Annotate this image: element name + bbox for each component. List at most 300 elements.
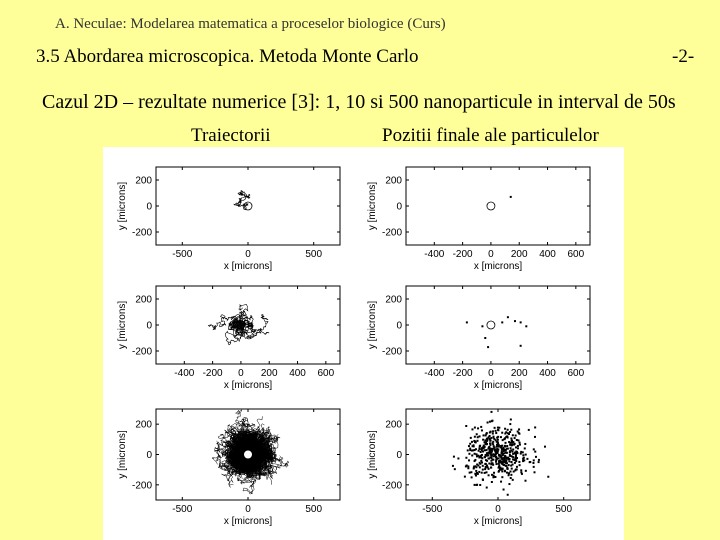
- particle-point: [479, 456, 481, 458]
- particle-point: [525, 470, 527, 472]
- particle-point: [482, 434, 484, 436]
- particle-point: [505, 450, 507, 452]
- x-tick-label: -200: [452, 249, 473, 260]
- panel-traj-10: [117, 286, 340, 391]
- particle-point: [481, 325, 483, 327]
- particle-point: [489, 440, 491, 442]
- particle-point: [487, 422, 489, 424]
- y-tick-label: -200: [381, 346, 402, 358]
- x-tick-label: 0: [238, 368, 244, 379]
- particle-point: [493, 447, 495, 449]
- particle-point: [506, 452, 508, 454]
- x-tick-label: 400: [289, 368, 306, 379]
- y-tick-label: 200: [385, 175, 402, 187]
- y-axis-label: y [microns]: [117, 300, 128, 350]
- particle-point: [502, 468, 504, 470]
- simulation-figure: [103, 147, 624, 540]
- particle-point: [474, 436, 476, 438]
- particle-point: [488, 474, 490, 476]
- particle-point: [498, 445, 500, 447]
- particle-point: [498, 457, 500, 459]
- particle-point: [504, 470, 506, 472]
- particle-point: [484, 456, 486, 458]
- x-tick-label: -400: [424, 249, 445, 260]
- particle-point: [481, 429, 483, 431]
- particle-point: [480, 460, 482, 462]
- particle-point: [493, 472, 495, 474]
- particle-point: [524, 447, 526, 449]
- particle-point: [507, 316, 509, 318]
- particle-point: [487, 455, 489, 457]
- particle-point: [454, 468, 456, 470]
- particle-point: [465, 457, 467, 459]
- x-tick-label: 500: [305, 249, 323, 260]
- particle-point: [485, 459, 487, 461]
- y-tick-label: 0: [146, 450, 152, 461]
- particle-point: [486, 438, 488, 440]
- y-axis-label: y [microns]: [117, 430, 128, 479]
- x-axis-label: x [microns]: [473, 261, 523, 272]
- particle-point: [488, 446, 490, 448]
- particle-point: [509, 423, 511, 425]
- particle-point: [507, 436, 509, 438]
- x-tick-label: 0: [495, 504, 501, 515]
- particle-point: [489, 456, 491, 458]
- particle-point: [516, 466, 518, 468]
- particle-point: [514, 320, 516, 322]
- particle-point: [506, 472, 508, 474]
- particle-point: [486, 464, 488, 466]
- particle-point: [508, 472, 510, 474]
- particle-point: [465, 465, 467, 467]
- page-number: -2-: [672, 46, 695, 67]
- particle-point: [511, 461, 513, 463]
- particle-point: [513, 459, 515, 461]
- particle-point: [502, 439, 504, 441]
- particle-point: [538, 461, 540, 463]
- particle-point: [486, 452, 488, 454]
- x-tick-label: 200: [510, 368, 528, 379]
- x-tick-label: 0: [245, 504, 251, 515]
- particle-point: [492, 436, 494, 438]
- particle-point: [508, 483, 510, 485]
- particle-point: [500, 436, 502, 438]
- particle-point: [481, 457, 483, 459]
- particle-point: [511, 468, 513, 470]
- particle-point: [505, 465, 507, 467]
- particle-point: [482, 469, 484, 471]
- particle-point: [485, 449, 487, 451]
- x-tick-label: -500: [172, 249, 193, 260]
- particle-point: [503, 489, 505, 491]
- particle-point: [479, 445, 481, 447]
- particle-point: [480, 451, 482, 453]
- particle-point: [503, 464, 505, 466]
- y-tick-label: 0: [146, 320, 152, 332]
- panel-final-500: [367, 409, 590, 527]
- particle-point: [486, 432, 488, 434]
- particle-point: [484, 472, 486, 474]
- particle-point: [492, 443, 494, 445]
- particle-point: [515, 446, 517, 448]
- particle-point: [494, 427, 496, 429]
- y-tick-label: -200: [131, 346, 152, 358]
- plot-area: [452, 411, 549, 496]
- x-axis-label: x [microns]: [473, 380, 523, 391]
- particle-point: [468, 445, 470, 447]
- particle-point: [522, 451, 524, 453]
- particle-point: [520, 321, 522, 323]
- particle-point: [464, 476, 466, 478]
- particle-point: [508, 460, 510, 462]
- particle-point: [457, 457, 459, 459]
- particle-point: [515, 468, 517, 470]
- x-tick-label: -200: [202, 368, 223, 379]
- y-tick-label: 0: [396, 320, 402, 332]
- particle-point: [477, 436, 479, 438]
- plot-area: [212, 410, 289, 494]
- y-tick-label: 200: [135, 175, 152, 187]
- particle-point: [504, 428, 506, 430]
- particle-point: [507, 429, 509, 431]
- particle-point: [481, 472, 483, 474]
- particle-point: [476, 484, 478, 486]
- plot-area: [234, 191, 252, 211]
- column-title-trajectories: Traiectorii: [191, 125, 271, 146]
- y-tick-label: -200: [131, 227, 152, 239]
- particle-point: [507, 458, 509, 460]
- particle-point: [475, 466, 477, 468]
- plot-area: [466, 316, 527, 348]
- particle-point: [470, 471, 472, 473]
- particle-point: [538, 459, 540, 461]
- particle-point: [526, 458, 528, 460]
- particle-point: [504, 446, 506, 448]
- x-tick-label: 400: [539, 368, 556, 379]
- particle-point: [520, 345, 522, 347]
- particle-point: [495, 430, 497, 432]
- particle-point: [474, 453, 476, 455]
- panel-final-1: [367, 167, 590, 272]
- x-tick-label: -400: [424, 368, 445, 379]
- particle-point: [505, 460, 507, 462]
- particle-point: [486, 487, 488, 489]
- particle-point: [534, 451, 536, 453]
- particle-point: [521, 473, 523, 475]
- particle-point: [468, 459, 470, 461]
- particle-point: [491, 481, 493, 483]
- particle-point: [510, 447, 512, 449]
- plot-area: [487, 196, 512, 210]
- particle-point: [515, 435, 517, 437]
- particle-point: [452, 465, 454, 467]
- particle-point: [524, 443, 526, 445]
- particle-point: [517, 447, 519, 449]
- particle-point: [512, 479, 514, 481]
- particle-point: [501, 445, 503, 447]
- trajectory: [234, 191, 250, 210]
- origin-marker: [487, 321, 495, 329]
- origin-marker: [245, 451, 252, 458]
- particle-point: [487, 346, 489, 348]
- particle-point: [491, 474, 493, 476]
- section-title: 3.5 Abordarea microscopica. Metoda Monte Carlo: [36, 46, 419, 67]
- x-tick-label: 0: [488, 368, 494, 379]
- particle-point: [476, 472, 478, 474]
- particle-point: [471, 441, 473, 443]
- x-tick-label: 0: [488, 249, 494, 260]
- particle-point: [512, 441, 514, 443]
- particle-point: [484, 443, 486, 445]
- particle-point: [533, 466, 535, 468]
- particle-point: [533, 459, 535, 461]
- particle-point: [514, 437, 516, 439]
- particle-point: [466, 321, 468, 323]
- x-tick-label: 600: [567, 249, 585, 260]
- x-axis-label: x [microns]: [223, 380, 273, 391]
- x-tick-label: 0: [245, 249, 251, 260]
- particle-point: [482, 439, 484, 441]
- slide-subtitle: Cazul 2D – rezultate numerice [3]: 1, 10 si 500 nanoparticule in interval de 50s: [42, 91, 676, 113]
- figure-canvas: [103, 147, 624, 540]
- particle-point: [511, 444, 513, 446]
- particle-point: [504, 433, 506, 435]
- particle-point: [512, 434, 514, 436]
- particle-point: [484, 463, 486, 465]
- particle-point: [496, 452, 498, 454]
- particle-point: [533, 448, 535, 450]
- particle-point: [501, 462, 503, 464]
- x-axis-label: x [microns]: [223, 261, 273, 272]
- panel-traj-1: [117, 167, 340, 272]
- particle-point: [473, 445, 475, 447]
- particle-point: [503, 450, 505, 452]
- particle-point: [491, 420, 493, 422]
- particle-point: [477, 427, 479, 429]
- particle-point: [510, 196, 512, 198]
- particle-point: [534, 426, 536, 428]
- particle-point: [474, 484, 476, 486]
- particle-point: [509, 471, 511, 473]
- y-tick-label: 200: [385, 294, 402, 306]
- particle-point: [519, 464, 521, 466]
- x-tick-label: -500: [422, 504, 443, 515]
- particle-point: [520, 469, 522, 471]
- particle-point: [509, 431, 511, 433]
- particle-point: [505, 442, 507, 444]
- panel-traj-500: [117, 409, 340, 527]
- particle-point: [520, 453, 522, 455]
- particle-point: [476, 433, 478, 435]
- particle-point: [478, 450, 480, 452]
- particle-point: [477, 455, 479, 457]
- particle-point: [488, 462, 490, 464]
- particle-point: [484, 337, 486, 339]
- particle-point: [479, 435, 481, 437]
- particle-point: [534, 436, 536, 438]
- particle-point: [535, 456, 537, 458]
- particle-point: [508, 464, 510, 466]
- particle-point: [484, 468, 486, 470]
- particle-point: [504, 437, 506, 439]
- particle-point: [512, 448, 514, 450]
- particle-point: [501, 451, 503, 453]
- y-tick-label: -200: [381, 227, 402, 239]
- particle-point: [482, 478, 484, 480]
- particle-point: [533, 471, 535, 473]
- particle-point: [510, 429, 512, 431]
- particle-point: [503, 457, 505, 459]
- particle-point: [516, 439, 518, 441]
- particle-point: [512, 464, 514, 466]
- x-tick-label: 200: [260, 368, 278, 379]
- particle-point: [518, 461, 520, 463]
- x-tick-label: 200: [510, 249, 528, 260]
- x-tick-label: 600: [567, 368, 585, 379]
- particle-point: [500, 455, 502, 457]
- particle-point: [489, 442, 491, 444]
- particle-point: [528, 429, 530, 431]
- particle-point: [498, 466, 500, 468]
- plot-area: [208, 304, 269, 345]
- particle-point: [502, 460, 504, 462]
- particle-point: [509, 454, 511, 456]
- particle-point: [508, 474, 510, 476]
- particle-point: [474, 441, 476, 443]
- particle-point: [522, 454, 524, 456]
- particle-point: [474, 427, 476, 429]
- particle-point: [516, 457, 518, 459]
- particle-point: [478, 471, 480, 473]
- particle-point: [489, 435, 491, 437]
- particle-point: [479, 484, 481, 486]
- plot-frame: [406, 286, 590, 364]
- particle-point: [495, 432, 497, 434]
- particle-point: [490, 411, 492, 413]
- particle-point: [495, 439, 497, 441]
- y-axis-label: y [microns]: [367, 181, 378, 231]
- y-tick-label: 200: [135, 419, 152, 431]
- particle-point: [519, 442, 521, 444]
- particle-point: [510, 477, 512, 479]
- particle-point: [475, 470, 477, 472]
- particle-point: [469, 449, 471, 451]
- particle-point: [489, 431, 491, 433]
- particle-point: [507, 494, 509, 496]
- particle-point: [510, 418, 512, 420]
- particle-point: [497, 436, 499, 438]
- particle-point: [480, 426, 482, 428]
- particle-point: [471, 476, 473, 478]
- particle-point: [471, 454, 473, 456]
- particle-point: [495, 463, 497, 465]
- particle-point: [501, 476, 503, 478]
- particle-point: [487, 466, 489, 468]
- particle-point: [478, 447, 480, 449]
- particle-point: [522, 458, 524, 460]
- particle-point: [501, 432, 503, 434]
- particle-point: [500, 481, 502, 483]
- particle-point: [492, 464, 494, 466]
- particle-point: [490, 466, 492, 468]
- x-tick-label: 500: [305, 504, 323, 515]
- column-title-final-positions: Pozitii finale ale particulelor: [382, 125, 599, 146]
- x-tick-label: -500: [172, 504, 193, 515]
- y-tick-label: -200: [131, 480, 152, 492]
- particle-point: [494, 449, 496, 451]
- y-tick-label: 200: [135, 294, 152, 306]
- course-header: A. Neculae: Modelarea matematica a proceselor biologice (Curs): [55, 16, 446, 32]
- particle-point: [509, 442, 511, 444]
- particle-point: [515, 452, 517, 454]
- particle-point: [489, 421, 491, 423]
- particle-point: [517, 445, 519, 447]
- y-tick-label: 0: [396, 450, 402, 461]
- particle-point: [479, 462, 481, 464]
- x-tick-label: 400: [539, 249, 556, 260]
- particle-point: [481, 454, 483, 456]
- particle-point: [492, 430, 494, 432]
- x-tick-label: 600: [317, 368, 335, 379]
- particle-point: [473, 468, 475, 470]
- particle-point: [514, 462, 516, 464]
- particle-point: [518, 428, 520, 430]
- y-tick-label: 0: [396, 201, 402, 213]
- particle-point: [497, 448, 499, 450]
- particle-point: [497, 429, 499, 431]
- particle-point: [506, 445, 508, 447]
- particle-point: [472, 449, 474, 451]
- particle-point: [492, 476, 494, 478]
- particle-point: [532, 462, 534, 464]
- particle-point: [469, 472, 471, 474]
- y-tick-label: 0: [146, 201, 152, 213]
- particle-point: [453, 456, 455, 458]
- particle-point: [491, 454, 493, 456]
- particle-point: [490, 437, 492, 439]
- particle-point: [519, 444, 521, 446]
- particle-point: [510, 474, 512, 476]
- particle-point: [471, 428, 473, 430]
- particle-point: [483, 447, 485, 449]
- particle-point: [467, 467, 469, 469]
- particle-point: [523, 459, 525, 461]
- x-tick-label: -400: [174, 368, 195, 379]
- particle-point: [482, 465, 484, 467]
- particle-point: [497, 427, 499, 429]
- particle-point: [506, 462, 508, 464]
- particle-point: [547, 476, 549, 478]
- particle-point: [482, 451, 484, 453]
- x-tick-label: 500: [555, 504, 573, 515]
- particle-point: [512, 453, 514, 455]
- particle-point: [485, 434, 487, 436]
- particle-point: [507, 468, 509, 470]
- x-tick-label: -200: [452, 368, 473, 379]
- x-axis-label: x [microns]: [223, 516, 273, 527]
- particle-point: [517, 430, 519, 432]
- particle-point: [501, 458, 503, 460]
- particle-point: [508, 433, 510, 435]
- particle-point: [524, 480, 526, 482]
- particle-point: [525, 325, 527, 327]
- particle-point: [501, 448, 503, 450]
- particle-point: [525, 454, 527, 456]
- plot-frame: [406, 167, 590, 245]
- origin-marker: [487, 202, 495, 210]
- particle-point: [476, 464, 478, 466]
- y-axis-label: y [microns]: [117, 181, 128, 231]
